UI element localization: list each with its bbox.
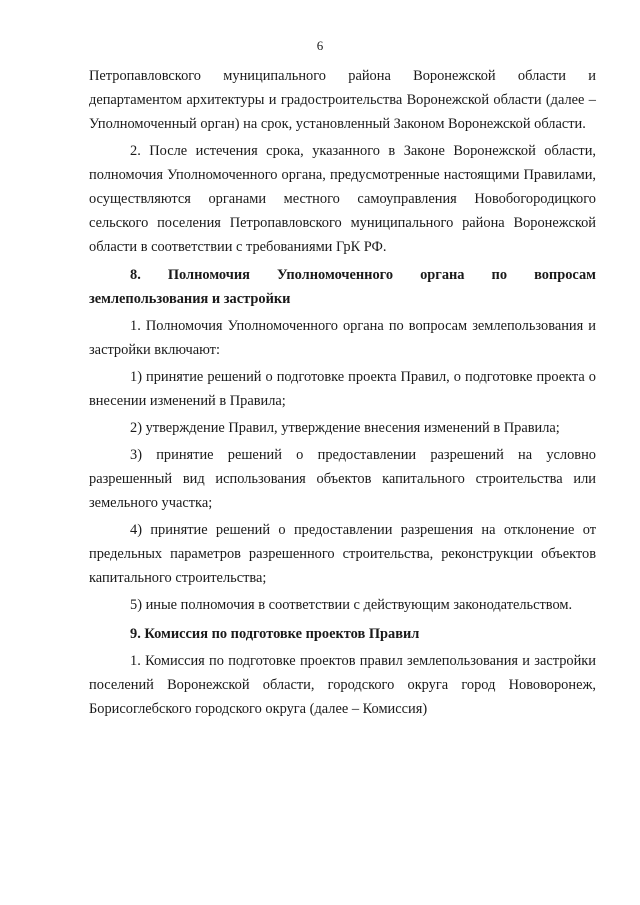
list-item-1: 1) принятие решений о подготовке проекта Правил, о подготовке проекта о внесении изменений в Правила;: [89, 369, 596, 409]
paragraph-9-1: 1. Комиссия по подготовке проектов правил землепользования и застройки поселений Воронежской области, городского округа город Нововоронеж, Борисоглебского городского округа (далее – Комиссия): [89, 653, 596, 717]
paragraph-2: 2. После истечения срока, указанного в Законе Воронежской области, полномочия Уполномоченного органа, предусмотренные настоящими Правилами, осуществляются органами местного самоуправления Новобогородицкого сельского поселения Петропавловского муниципального района Воронежской области в соответствии с требованиями ГрК РФ.: [89, 143, 596, 255]
page-number: 6: [316, 38, 324, 53]
list-item-4: 4) принятие решений о предоставлении разрешения на отклонение от предельных параметров разрешенного строительства, реконструкции объектов капитального строительства;: [89, 522, 596, 586]
paragraph-continuation: Петропавловского муниципального района Воронежской области и департаментом архитектуры и градостроительства Воронежской области (далее – Уполномоченный орган) на срок, установленный Законом Воронежской области.: [89, 68, 596, 132]
list-item-2: 2) утверждение Правил, утверждение внесения изменений в Правила;: [130, 420, 560, 436]
list-item-3: 3) принятие решений о предоставлении разрешений на условно разрешенный вид использования объектов капитального строительства или земельного участка;: [89, 447, 596, 511]
section-heading-8: 8. Полномочия Уполномоченного органа по вопросам землепользования и застройки: [89, 267, 596, 307]
list-item-5: 5) иные полномочия в соответствии с действующим законодательством.: [130, 597, 573, 613]
paragraph-8-1: 1. Полномочия Уполномоченного органа по вопросам землепользования и застройки включают:: [89, 318, 596, 358]
section-heading-9: 9. Комиссия по подготовке проектов Правил: [130, 626, 420, 642]
document-body: [89, 64, 596, 721]
